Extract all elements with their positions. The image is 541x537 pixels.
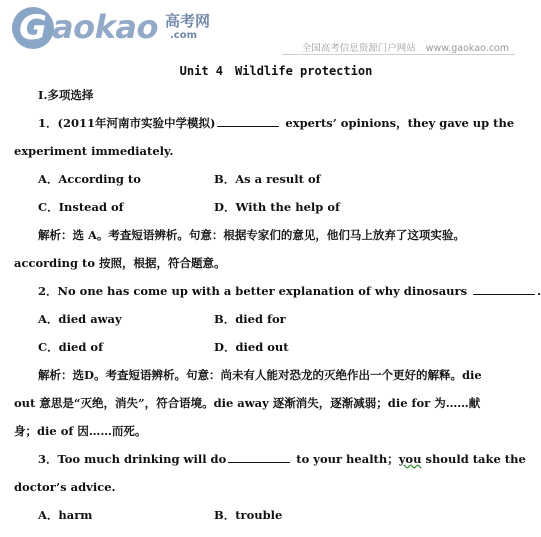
q1-stem-rest: experts’ opinions，they gave up the — [285, 116, 515, 130]
q3-stem-middle: to your health； — [296, 452, 399, 466]
question-1-stem — [14, 109, 515, 137]
logo-domain: .com — [170, 30, 198, 41]
q1-option-c: C．Instead of — [38, 200, 124, 214]
q3-option-a: A．harm — [38, 508, 93, 522]
q1-option-b: B．As a result of — [214, 172, 321, 186]
header-divider — [282, 54, 515, 55]
page-title — [14, 61, 512, 81]
q3-stem-continued: doctor’s advice. — [14, 480, 116, 494]
q1-stem-prefix: 1．(2011年河南市实验中学模拟) — [38, 116, 216, 130]
document-body — [14, 60, 541, 529]
q3-option-b: B．trouble — [214, 508, 283, 522]
q3-stem-prefix: 3．Too much drinking will do — [38, 452, 227, 466]
q1-explanation-line-1: 解析：选 A。考查短语辨析。句意：根据专家们的意见，他们马上放弃了这项实验。 — [38, 228, 465, 242]
q1-blank — [217, 116, 279, 127]
q3-stem-rest: should take the — [425, 452, 526, 466]
logo-wordmark: aokao — [52, 8, 158, 46]
title-unit: Unit 4 — [179, 64, 224, 78]
q2-option-c: C．died of — [38, 340, 104, 354]
q2-explanation-line-3: 身；die of 因……而死。 — [14, 424, 147, 438]
title-topic: Wildlife protection — [235, 64, 373, 78]
logo-g-badge: G — [12, 7, 54, 49]
q2-option-b: B．died for — [214, 312, 286, 326]
q2-options-row-1 — [14, 305, 512, 333]
q1-option-d: D．With the help of — [214, 200, 340, 214]
q3-options-row-1 — [14, 501, 512, 529]
gaokao-logo[interactable] — [6, 4, 216, 54]
question-2-stem — [14, 277, 541, 305]
site-tagline-text: 全国高考信息资源门户网站 — [301, 43, 416, 54]
q1-options-row-2 — [14, 193, 512, 221]
q2-stem-end: . — [537, 284, 541, 298]
q1-option-a: A．According to — [38, 172, 141, 186]
question-3-stem — [14, 445, 526, 473]
q1-options-row-1 — [14, 165, 512, 193]
section-heading: Ⅰ.多项选择 — [38, 88, 94, 102]
site-tagline — [302, 40, 509, 54]
q2-option-a: A．died away — [38, 312, 122, 326]
q2-stem-text: 2．No one has come up with a better explanation of why dinosaurs — [38, 284, 468, 298]
site-url[interactable]: www.gaokao.com — [425, 43, 509, 54]
q2-explanation-line-1: 解析：选D。考查短语辨析。句意：尚未有人能对恐龙的灭绝作出一个更好的解释。die — [38, 368, 482, 382]
q1-explanation-line-2: according to 按照，根据，符合题意。 — [14, 256, 226, 270]
site-header — [0, 0, 531, 60]
q1-stem-continued: experiment immediately. — [14, 144, 174, 158]
q2-explanation-line-2: out 意思是“灭绝，消失”，符合语境。die away 逐渐消失，逐渐减弱；die for 为……献 — [14, 396, 481, 410]
logo-chinese-name: 高考网 — [165, 12, 211, 30]
q3-stem-you: you — [398, 452, 422, 466]
q2-blank — [473, 284, 535, 295]
q2-option-d: D．died out — [214, 340, 289, 354]
q2-options-row-2 — [14, 333, 512, 361]
q3-blank — [228, 452, 290, 463]
